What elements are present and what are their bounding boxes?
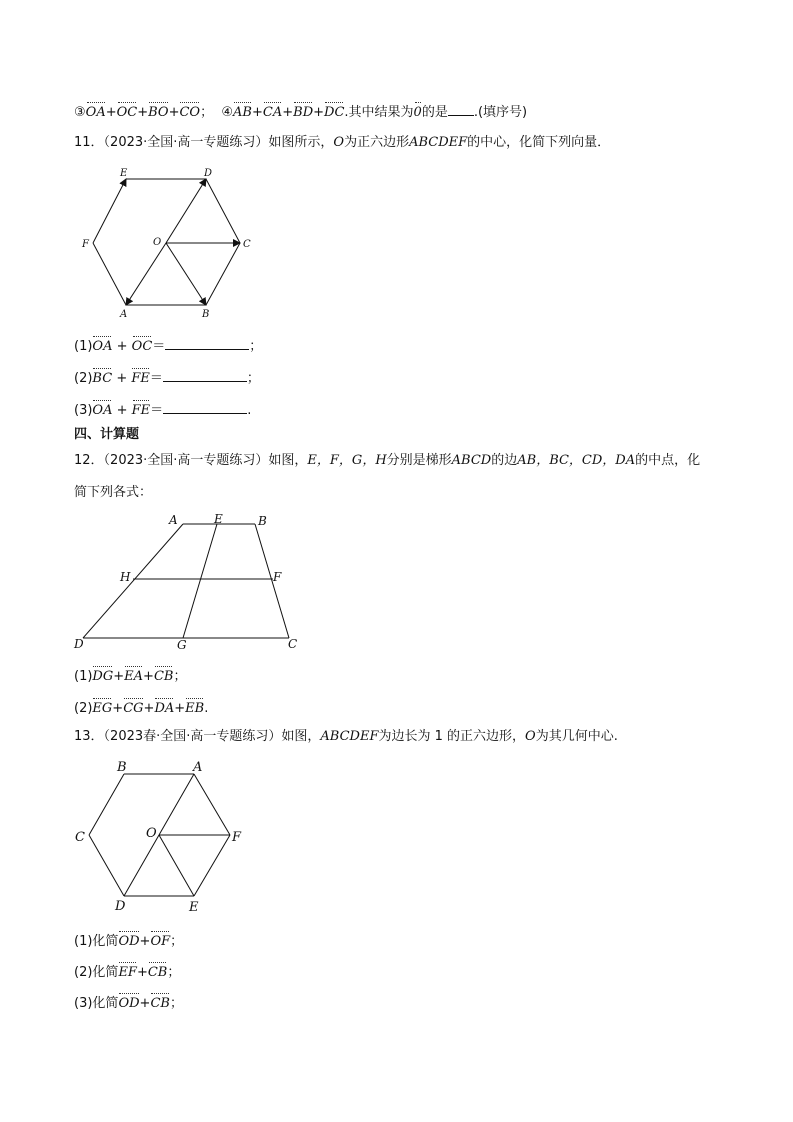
question-number: 13． bbox=[74, 729, 104, 744]
midpoint-label-F: F bbox=[273, 570, 282, 584]
vertex-label-A: A bbox=[120, 309, 128, 320]
part-index: (1) bbox=[74, 934, 93, 949]
part-prefix: 化简 bbox=[92, 965, 119, 980]
q11-text: 如图所示， bbox=[268, 135, 334, 150]
vector: EB bbox=[185, 696, 204, 718]
punctuation: ； bbox=[170, 934, 184, 949]
vector: EG bbox=[92, 696, 112, 718]
midpoint-label-H: H bbox=[120, 570, 131, 584]
punctuation: ； bbox=[249, 339, 263, 354]
vertex-label-F: F bbox=[82, 239, 89, 250]
q12-text: 的中点，化 bbox=[635, 453, 701, 468]
question-source: （2023·全国·高一专题练习） bbox=[103, 135, 269, 150]
part-index: (2) bbox=[74, 965, 93, 980]
q11-part-2 bbox=[74, 366, 260, 388]
vector: CO bbox=[179, 100, 200, 122]
vector: CB bbox=[148, 960, 168, 982]
question-source: （2023·全国·高一专题练习） bbox=[103, 453, 269, 468]
vector: CB bbox=[150, 991, 170, 1013]
vector: DG bbox=[92, 664, 113, 686]
vector: CG bbox=[123, 696, 143, 718]
q12-trapezoid-figure bbox=[70, 510, 310, 655]
question-number: 11． bbox=[74, 135, 104, 150]
q12-text: 分别是梯形 bbox=[386, 453, 452, 468]
vertex-label-E: E bbox=[120, 168, 128, 179]
q12-trapezoid-name: ABCD bbox=[451, 453, 492, 468]
q12-text: 的边 bbox=[491, 453, 518, 468]
vertex-label-F: F bbox=[232, 830, 242, 845]
answer-blank[interactable] bbox=[163, 401, 247, 414]
vector: CB bbox=[154, 664, 174, 686]
zero-vector: 0 bbox=[414, 100, 422, 122]
question-number: 12． bbox=[74, 453, 104, 468]
vector: BO bbox=[148, 100, 168, 122]
q11-point: O bbox=[333, 135, 345, 150]
vector: DC bbox=[324, 100, 344, 122]
part-prefix: 化简 bbox=[92, 934, 119, 949]
vector: EA bbox=[124, 664, 143, 686]
equals-sign: ＝ bbox=[149, 371, 163, 386]
q11-stem bbox=[74, 134, 610, 152]
center-label-O: O bbox=[146, 826, 157, 841]
part-index: (2) bbox=[74, 371, 93, 386]
part-index: (1) bbox=[74, 339, 93, 354]
q13-point: O bbox=[525, 729, 536, 744]
part-prefix: 化简 bbox=[92, 996, 119, 1011]
vector: FE bbox=[131, 366, 150, 388]
q11-part-3 bbox=[74, 398, 251, 420]
center-label-O: O bbox=[153, 237, 162, 248]
vertex-label-B: B bbox=[202, 309, 210, 320]
part-index: (3) bbox=[74, 403, 93, 418]
vector: OA bbox=[86, 100, 106, 122]
q12-part-1: (1)DG+EA+CB； bbox=[74, 664, 186, 686]
plus-sign: + bbox=[116, 371, 128, 386]
q13-hexagon-figure bbox=[72, 756, 252, 921]
q12-stem bbox=[74, 452, 700, 470]
q10-line: ③OA+OC+BO+CO； ④AB+CA+BD+DC.其中结果为0的是 .(填序号) bbox=[74, 100, 527, 122]
part-index: (3) bbox=[74, 996, 93, 1011]
punctuation: . bbox=[204, 701, 209, 716]
vector: CA bbox=[263, 100, 282, 122]
vertex-label-E: E bbox=[189, 900, 199, 915]
q13-part-2: (2)化简EF+CB； bbox=[74, 960, 180, 982]
q12-part-2: (2)EG+CG+DA+EB. bbox=[74, 696, 208, 718]
punctuation: ； bbox=[169, 996, 183, 1011]
q11-text: 的中心，化简下列向量． bbox=[467, 135, 611, 150]
q13-text: 为边长为 1 的正六边形， bbox=[378, 729, 526, 744]
vertex-label-D: D bbox=[115, 899, 126, 914]
vector: OA bbox=[92, 334, 112, 356]
vertex-label-D: D bbox=[204, 168, 213, 179]
answer-blank[interactable] bbox=[165, 337, 249, 350]
punctuation: ； bbox=[167, 965, 181, 980]
q13-hexagon-name: ABCDEF bbox=[320, 729, 379, 744]
vertex-label-A: A bbox=[193, 760, 203, 775]
q10-circle-4: ④ bbox=[221, 105, 234, 120]
vector: BC bbox=[92, 366, 112, 388]
equals-sign: ＝ bbox=[150, 403, 164, 418]
vertex-label-B: B bbox=[258, 514, 267, 528]
plus-sign: + bbox=[116, 403, 128, 418]
vertex-label-C: C bbox=[75, 830, 85, 845]
plus-sign: + bbox=[116, 339, 128, 354]
equals-sign: ＝ bbox=[152, 339, 166, 354]
vector: EF bbox=[118, 960, 137, 982]
separator: ； bbox=[200, 105, 214, 120]
vector: OC bbox=[117, 100, 138, 122]
q10-circle-3: ③ bbox=[74, 105, 86, 120]
q12-text: 如图， bbox=[268, 453, 308, 468]
q12-sides: AB，BC，CD，DA bbox=[517, 453, 636, 468]
q11-hexagon-figure bbox=[80, 165, 260, 325]
q10-text: 的是 bbox=[421, 105, 448, 120]
vertex-label-B: B bbox=[117, 760, 127, 775]
vector: OC bbox=[132, 334, 153, 356]
vector: FE bbox=[132, 398, 151, 420]
vector: AB bbox=[233, 100, 252, 122]
vertex-label-C: C bbox=[288, 637, 298, 651]
punctuation: . bbox=[247, 403, 252, 418]
vertex-label-D: D bbox=[74, 637, 84, 651]
q13-part-3: (3)化简OD+CB； bbox=[74, 991, 183, 1013]
vector: OD bbox=[118, 929, 139, 951]
punctuation: ； bbox=[246, 371, 260, 386]
vector: DA bbox=[154, 696, 174, 718]
q10-text: .其中结果为 bbox=[344, 105, 414, 120]
section-heading: 四、计算题 bbox=[74, 427, 140, 442]
q11-hexagon-name: ABCDEF bbox=[409, 135, 468, 150]
vector: OF bbox=[150, 929, 170, 951]
part-index: (1) bbox=[74, 669, 93, 684]
vector: OA bbox=[92, 398, 112, 420]
part-index: (2) bbox=[74, 701, 93, 716]
question-source: （2023春·全国·高一专题练习） bbox=[103, 729, 282, 744]
q11-text: 为正六边形 bbox=[344, 135, 410, 150]
q10-text: .(填序号) bbox=[473, 105, 528, 120]
vertex-label-C: C bbox=[243, 239, 251, 250]
midpoint-label-E: E bbox=[214, 512, 223, 526]
q13-text: 为其几何中心. bbox=[535, 729, 618, 744]
q13-text: 如图， bbox=[281, 729, 321, 744]
q13-part-1: (1)化简OD+OF； bbox=[74, 929, 183, 951]
vector: BD bbox=[293, 100, 313, 122]
vertex-label-A: A bbox=[169, 513, 178, 527]
vector: OD bbox=[118, 991, 139, 1013]
q11-part-1 bbox=[74, 334, 262, 356]
midpoint-label-G: G bbox=[177, 638, 187, 652]
q13-stem bbox=[74, 728, 618, 746]
punctuation: ； bbox=[173, 669, 187, 684]
answer-blank[interactable] bbox=[448, 103, 474, 116]
q12-points: E，F，G，H bbox=[307, 453, 387, 468]
q12-stem-cont: 简下列各式： bbox=[74, 485, 153, 500]
answer-blank[interactable] bbox=[163, 369, 247, 382]
